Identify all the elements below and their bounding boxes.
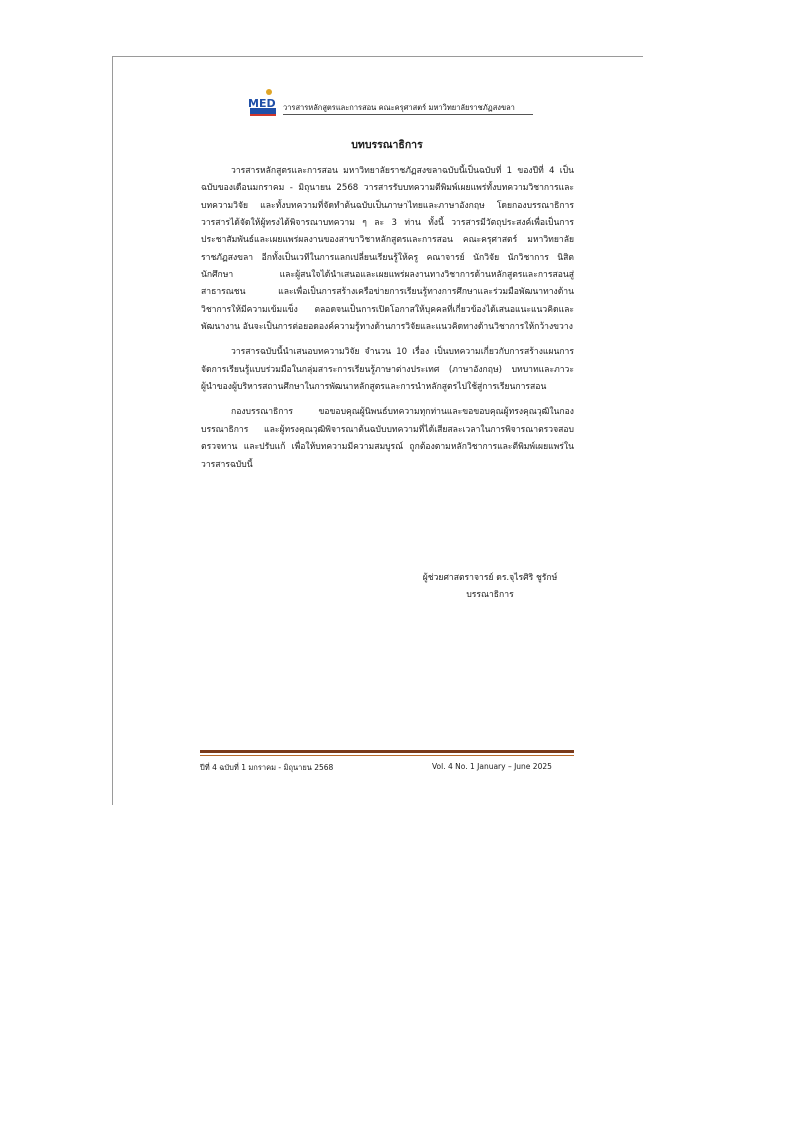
signature-block (410, 570, 570, 604)
journal-logo (247, 88, 279, 116)
journal-name: วารสารหลักสูตรและการสอน คณะครุศาสตร์ มหาวิทยาลัยราชภัฏสงขลา (283, 103, 515, 112)
editorial-body (201, 163, 574, 474)
footer-issue-thai: ปีที่ 4 ฉบับที่ 1 มกราคม - มิถุนายน 2568 (200, 763, 334, 772)
signer-name: ผู้ช่วยศาสตราจารย์ ดร.จุไรศิริ ชูรักษ์ (422, 573, 558, 583)
journal-header (247, 88, 567, 118)
footer-issue-english: Vol. 4 No. 1 January – June 2025 (432, 762, 552, 771)
page-title: บทบรรณาธิการ (351, 139, 423, 151)
signer-role: บรรณาธิการ (466, 590, 514, 600)
logo-text: MED (248, 97, 276, 110)
footer-rule-thin (200, 755, 574, 756)
paragraph: วารสารฉบับนี้นำเสนอบทความวิจัย จำนวน 10 เรื่อง เป็นบทความเกี่ยวกับการสร้างแผนการจัดการเรียนรู้แบบร่วมมือในกลุ่มสาระการเรียนรู้ภาษาต่างประเทศ (ภาษาอังกฤษ) บทบาทและภาวะผู้นำของผู้บริหารสถานศึกษาในการพัฒนาหลักสูตรและการนำหลักสูตรไปใช้สู่การเรียนการสอน (201, 347, 574, 393)
paragraph: วารสารหลักสูตรและการสอน มหาวิทยาลัยราชภัฏสงขลาฉบับนี้เป็นฉบับที่ 1 ของปีที่ 4 เป็นฉบับของเดือนมกราคม - มิถุนายน 2568 วารสารรับบทความตีพิมพ์เผยแพร่ทั้งบทความวิชาการและบทความวิจัย และทั้งบทความที่จัดทำต้นฉบับเป็นภาษาไทยและภาษาอังกฤษ โดยกองบรรณาธิการวารสารได้จัดให้ผู้ทรงได้พิจารณาบทความ ๆ ละ 3 ท่าน ทั้งนี้ วารสารมีวัตถุประสงค์เพื่อเป็นการประชาสัมพันธ์และเผยแพร่ผลงานของสาขาวิชาหลักสูตรและการสอน คณะครุศาสตร์ มหาวิทยาลัยราชภัฏสงขลา อีกทั้งเป็นเวทีในการแลกเปลี่ยนเรียนรู้ให้ครู คณาจารย์ นักวิจัย นักวิชาการ นิสิต นักศึกษา และผู้สนใจได้นำเสนอและเผยแพร่ผลงานทางวิชาการด้านหลักสูตรและการสอนสู่สาธารณชน และเพื่อเป็นการสร้างเครือข่ายการเรียนรู้ทางการศึกษาและร่วมมือพัฒนาทางด้านวิชาการให้มีความเข้มแข็ง ตลอดจนเป็นการเปิดโอกาสให้บุคคลที่เกี่ยวข้องได้เสนอแนะแนวคิดและพัฒนางาน อันจะเป็นการต่อยอดองค์ความรู้ทางด้านการวิจัยและแนวคิดทางด้านวิชาการให้กว้างขวาง (201, 166, 574, 333)
header-rule (283, 114, 533, 115)
paragraph: กองบรรณาธิการ ขอขอบคุณผู้นิพนธ์บทความทุกท่านและขอขอบคุณผู้ทรงคุณวุฒิในกองบรรณาธิการ และผู้ทรงคุณวุฒิพิจารณาต้นฉบับบทความที่ได้เสียสละเวลาในการพิจารณาตรวจสอบ ตรวจทาน และปรับแก้ เพื่อให้บทความมีความสมบูรณ์ ถูกต้องตามหลักวิชาการและตีพิมพ์เผยแพร่ในวารสารฉบับนี้ (201, 407, 574, 470)
footer-rule (200, 750, 574, 753)
